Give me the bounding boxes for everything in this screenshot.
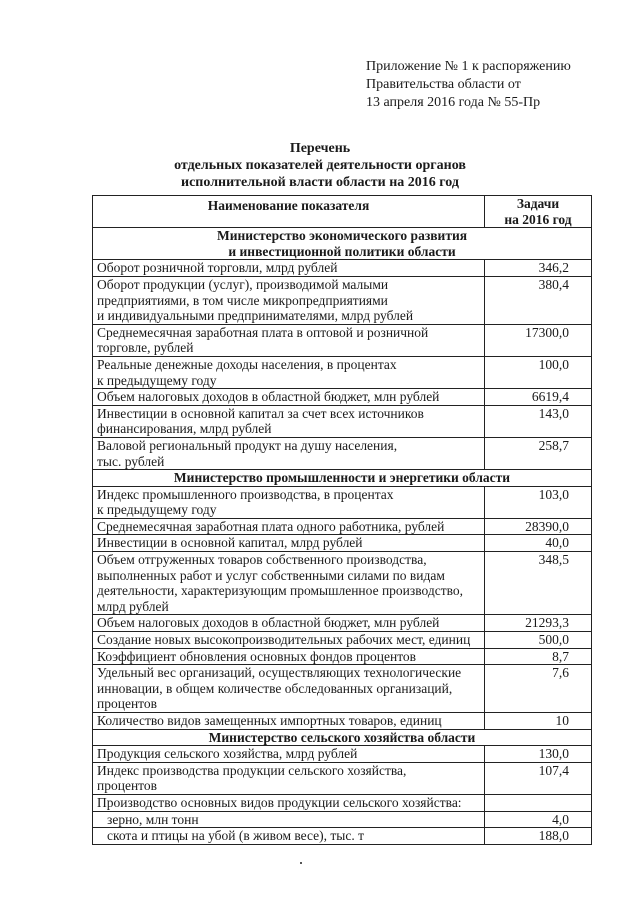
table-body [93, 228, 592, 845]
indicator-name-line: Объем налоговых доходов в областной бюджет, млн рублей [97, 615, 440, 631]
target-value: 346,2 [485, 260, 592, 277]
target-value [485, 794, 592, 811]
target-value: 6619,4 [485, 389, 592, 406]
table-row [93, 437, 592, 469]
indicator-name [93, 648, 485, 665]
indicator-name-line: деятельности, характеризующим промышленное производство, [97, 583, 464, 599]
indicator-name-line: выполненных работ и услуг собственными силами по видам [97, 567, 445, 583]
table-row [93, 276, 592, 324]
target-value: 7,6 [485, 665, 592, 713]
section-header-row [93, 228, 592, 260]
table-row [93, 518, 592, 535]
indicator-name [93, 518, 485, 535]
table-row [93, 405, 592, 437]
table-row [93, 811, 592, 828]
indicator-name-line: Среднемесячная заработная плата одного работника, рублей [97, 518, 445, 534]
section-title-line: Министерство промышленности и энергетики области [173, 470, 511, 486]
title-line: отдельных показателей деятельности органов [174, 158, 466, 173]
target-value: 17300,0 [485, 324, 592, 356]
section-title-line: Министерство сельского хозяйства области [208, 729, 476, 745]
section-title-line: Министерство экономического развития [216, 228, 468, 244]
target-value: 258,7 [485, 437, 592, 469]
appendix-note [366, 58, 571, 112]
indicator-name-line: зерно, млн тонн [107, 811, 199, 827]
target-value: 21293,3 [485, 615, 592, 632]
indicator-name-line: финансирования, млрд рублей [97, 421, 272, 437]
indicator-name [93, 437, 485, 469]
table-row [93, 794, 592, 811]
table-row [93, 828, 592, 845]
indicator-name-line: процентов [97, 778, 158, 794]
table-row [93, 486, 592, 518]
indicator-name-line: к предыдущему году [97, 372, 217, 388]
target-value: 40,0 [485, 535, 592, 552]
appendix-line: 13 апреля 2016 года № 55-Пр [366, 95, 541, 110]
indicator-name-line: Коэффициент обновления основных фондов процентов [97, 648, 417, 664]
indicator-name [93, 828, 485, 845]
indicator-name-line: Продукция сельского хозяйства, млрд рублей [97, 746, 358, 762]
indicator-name [93, 356, 485, 388]
indicator-name [93, 762, 485, 794]
section-title [93, 228, 592, 260]
document-title [0, 140, 640, 191]
scan-speck [300, 862, 302, 864]
table-row [93, 615, 592, 632]
section-title [93, 729, 592, 746]
indicator-name-line: процентов [97, 696, 158, 712]
indicator-name [93, 260, 485, 277]
indicator-name [93, 486, 485, 518]
table-header-row [93, 196, 592, 228]
table-row [93, 389, 592, 406]
indicator-name [93, 552, 485, 615]
table-row [93, 324, 592, 356]
indicator-name-line: Создание новых высокопроизводительных рабочих мест, единиц [97, 632, 471, 648]
indicator-name-line: предприятиями, в том числе микропредприятиями [97, 292, 388, 308]
indicator-name-line: Индекс производства продукции сельского хозяйства, [97, 762, 407, 778]
indicator-name-line: инновации, в общем количестве обследованных организаций, [97, 680, 453, 696]
indicator-name [93, 276, 485, 324]
target-value: 103,0 [485, 486, 592, 518]
target-value: 100,0 [485, 356, 592, 388]
target-value: 130,0 [485, 746, 592, 763]
indicator-name [93, 665, 485, 713]
table-row [93, 648, 592, 665]
indicator-name-line: Объем налоговых доходов в областной бюджет, млн рублей [97, 389, 440, 405]
target-value: 10 [485, 713, 592, 730]
table-row [93, 356, 592, 388]
indicator-name [93, 794, 485, 811]
target-value: 348,5 [485, 552, 592, 615]
appendix-line: Приложение № 1 к распоряжению [366, 59, 571, 74]
target-value: 8,7 [485, 648, 592, 665]
indicator-name-line: Инвестиции в основной капитал, млрд рублей [97, 535, 363, 551]
indicator-name-line: тыс. рублей [97, 453, 165, 469]
indicator-name [93, 632, 485, 649]
indicator-name [93, 389, 485, 406]
target-value: 380,4 [485, 276, 592, 324]
target-value: 4,0 [485, 811, 592, 828]
indicator-name-line: Количество видов замещенных импортных товаров, единиц [97, 713, 442, 728]
indicator-name-line: Валовой региональный продукт на душу населения, [97, 437, 398, 453]
target-value: 500,0 [485, 632, 592, 649]
indicator-name [93, 811, 485, 828]
section-header-row [93, 729, 592, 746]
table-row [93, 632, 592, 649]
table-row [93, 762, 592, 794]
indicator-name-line: Среднемесячная заработная плата в оптовой и розничной [97, 324, 429, 340]
indicator-name-line: Реальные денежные доходы населения, в процентах [97, 356, 397, 372]
table-row [93, 260, 592, 277]
header-value-line: на 2016 год [504, 211, 572, 227]
indicator-name-line: и индивидуальными предпринимателями, млрд рублей [97, 308, 414, 324]
indicator-name [93, 324, 485, 356]
table-row [93, 535, 592, 552]
section-title-line: и инвестиционной политики области [228, 243, 456, 259]
indicator-name-line: скота и птицы на убой (в живом весе), тыс. т [107, 828, 364, 844]
indicator-name-line: Удельный вес организаций, осуществляющих технологические [97, 665, 462, 681]
appendix-line: Правительства области от [366, 77, 521, 92]
indicators-table [92, 195, 592, 845]
target-value: 28390,0 [485, 518, 592, 535]
indicator-name-line: Индекс промышленного производства, в процентах [97, 486, 394, 502]
header-indicator-name: Наименование показателя [93, 196, 485, 228]
table-row [93, 713, 592, 730]
title-line: исполнительной власти области на 2016 год [181, 175, 459, 190]
indicator-name-line: торговле, рублей [97, 340, 194, 356]
indicator-name-line: Объем отгруженных товаров собственного производства, [97, 552, 427, 568]
indicator-name [93, 405, 485, 437]
indicator-name [93, 535, 485, 552]
indicator-name-line: млрд рублей [97, 598, 169, 614]
indicator-name-line: Оборот розничной торговли, млрд рублей [97, 260, 338, 276]
indicator-name [93, 746, 485, 763]
indicator-name-line: Инвестиции в основной капитал за счет всех источников [97, 405, 424, 421]
target-value: 107,4 [485, 762, 592, 794]
indicator-name [93, 713, 485, 730]
indicator-name-line: Производство основных видов продукции сельского хозяйства: [97, 794, 462, 810]
target-value: 188,0 [485, 828, 592, 845]
target-value: 143,0 [485, 405, 592, 437]
table-row [93, 665, 592, 713]
table-row [93, 552, 592, 615]
header-target-value [485, 196, 592, 228]
section-title [93, 470, 592, 487]
indicator-name-line: Оборот продукции (услуг), производимой малыми [97, 276, 389, 292]
table-row [93, 746, 592, 763]
title-line: Перечень [289, 141, 351, 156]
indicator-name [93, 615, 485, 632]
header-value-line: Задачи [516, 196, 560, 211]
indicator-name-line: к предыдущему году [97, 502, 217, 518]
section-header-row [93, 470, 592, 487]
